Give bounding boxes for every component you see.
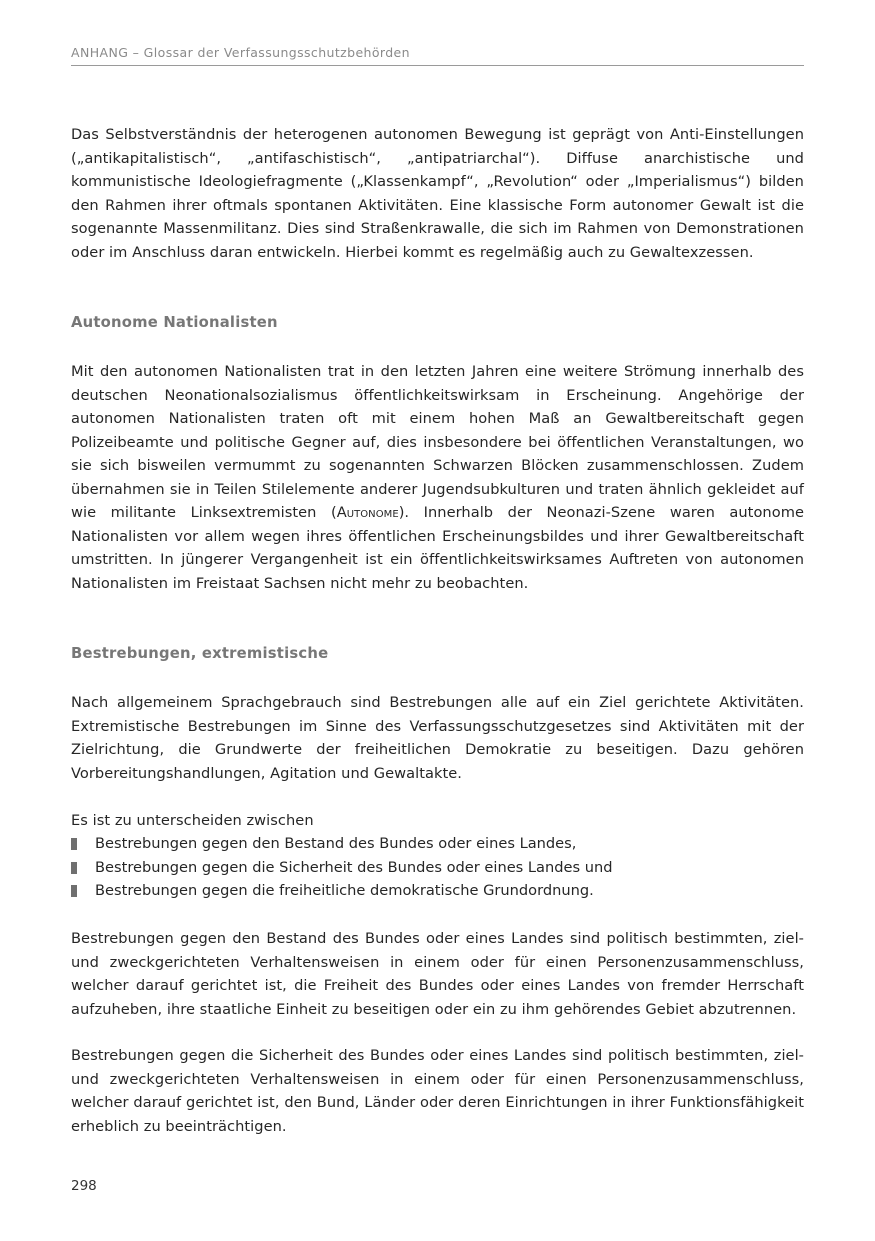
paragraph: Bestrebungen gegen den Bestand des Bundes oder eines Landes sind politisch bestimmten, ziel- und zweckgerichteten Verhaltensweisen in einem oder für einen Personenzusammenschluss, welcher darauf gerichtet ist, die Freiheit des Bundes oder eines Landes von fremder Herrschaft aufzuheben, ihre staatliche Einheit zu beseitigen oder ein zu ihm gehörendes Gebiet abzutrennen.: [71, 930, 804, 1018]
autonome-nationalisten-paragraph: [71, 360, 804, 595]
autonome-nationalisten-section: [71, 360, 804, 595]
bestrebungen-list: [71, 832, 804, 903]
list-item: [71, 879, 804, 903]
list-intro: [71, 809, 804, 833]
list-item-text: Bestrebungen gegen die freiheitliche demokratische Grundordnung.: [95, 882, 594, 899]
section-heading-autonome-nationalisten: Autonome Nationalisten: [71, 314, 278, 331]
square-bullet-icon: [71, 862, 77, 874]
header-rule: [71, 65, 804, 66]
page-number: 298: [71, 1178, 97, 1194]
bestrebungen-paragraph-2: [71, 927, 804, 1021]
list-item: [71, 856, 804, 880]
running-head: ANHANG – Glossar der Verfassungsschutzbehörden: [71, 45, 410, 60]
bestrebungen-paragraph-3: [71, 1044, 804, 1138]
list-intro-text: Es ist zu unterscheiden zwischen: [71, 812, 314, 829]
cross-reference-autonome: Autonome: [336, 504, 399, 521]
paragraph: Bestrebungen gegen die Sicherheit des Bundes oder eines Landes sind politisch bestimmten, ziel- und zweckgerichteten Verhaltensweisen in einem oder für einen Personenzusammenschluss, welcher darauf gerichtet ist, den Bund, Länder oder deren Einrichtungen in ihrer Funktionsfähigkeit erheblich zu beeinträchtigen.: [71, 1047, 804, 1135]
intro-paragraph: Das Selbstverständnis der heterogenen autonomen Bewegung ist geprägt von Anti-Einstellungen („antikapitalistisch“, „antifaschistisch“, „antipatriarchal“). Diffuse anarchistische und kommunistische Ideologiefragmente („Klassenkampf“, „Revolution“ oder „Imperialismus“) bilden den Rahmen ihrer oftmals spontanen Aktivitäten. Eine klassische Form autonomer Gewalt ist die sogenannte Massenmilitanz. Dies sind Straßenkrawalle, die sich im Rahmen von Demonstrationen oder im Anschluss daran entwickeln. Hierbei kommt es regelmäßig auch zu Gewaltexzessen.: [71, 126, 804, 261]
paragraph-text: ). Innerhalb der Neonazi-Szene waren autonome Nationalisten vor allem wegen ihres öffentlichen Erscheinungsbildes und ihrer Gewaltbereitschaft umstritten. In jüngerer Vergangenheit ist ein öffentlichkeitswirksames Auftreten von autonomen Nationalisten im Freistaat Sachsen nicht mehr zu beobachten.: [71, 504, 804, 592]
paragraph-text: Mit den autonomen Nationalisten trat in den letzten Jahren eine weitere Strömung innerhalb des deutschen Neonationalsozialismus öffentlichkeitswirksam in Erscheinung. Angehörige der autonomen Nationalisten traten oft mit einem hohen Maß an Gewaltbereitschaft gegen Polizeibeamte und politische Gegner auf, dies insbesondere bei öffentlichen Veranstaltungen, wo sie sich bisweilen vermummt zu sogenannten Schwarzen Blöcken zusammenschlossen. Zudem übernahmen sie in Teilen Stilelemente anderer Jugendsubkulturen und traten ähnlich gekleidet auf wie militante Linksextremisten (: [71, 363, 804, 521]
intro-section: [71, 123, 804, 264]
bestrebungen-paragraph-1: [71, 691, 804, 785]
section-heading-bestrebungen: Bestrebungen, extremistische: [71, 645, 329, 662]
list-item-text: Bestrebungen gegen den Bestand des Bundes oder eines Landes,: [95, 835, 577, 852]
list-item-text: Bestrebungen gegen die Sicherheit des Bundes oder eines Landes und: [95, 858, 613, 876]
list-item: [71, 832, 804, 856]
square-bullet-icon: [71, 838, 77, 850]
square-bullet-icon: [71, 885, 77, 897]
paragraph: Nach allgemeinem Sprachgebrauch sind Bestrebungen alle auf ein Ziel gerichtete Aktivitäten. Extremistische Bestrebungen im Sinne des Verfassungsschutzgesetzes sind Aktivitäten mit der Zielrichtung, die Grundwerte der freiheitlichen Demokratie zu beseitigen. Dazu gehören Vorbereitungshandlungen, Agitation und Gewaltakte.: [71, 694, 804, 782]
